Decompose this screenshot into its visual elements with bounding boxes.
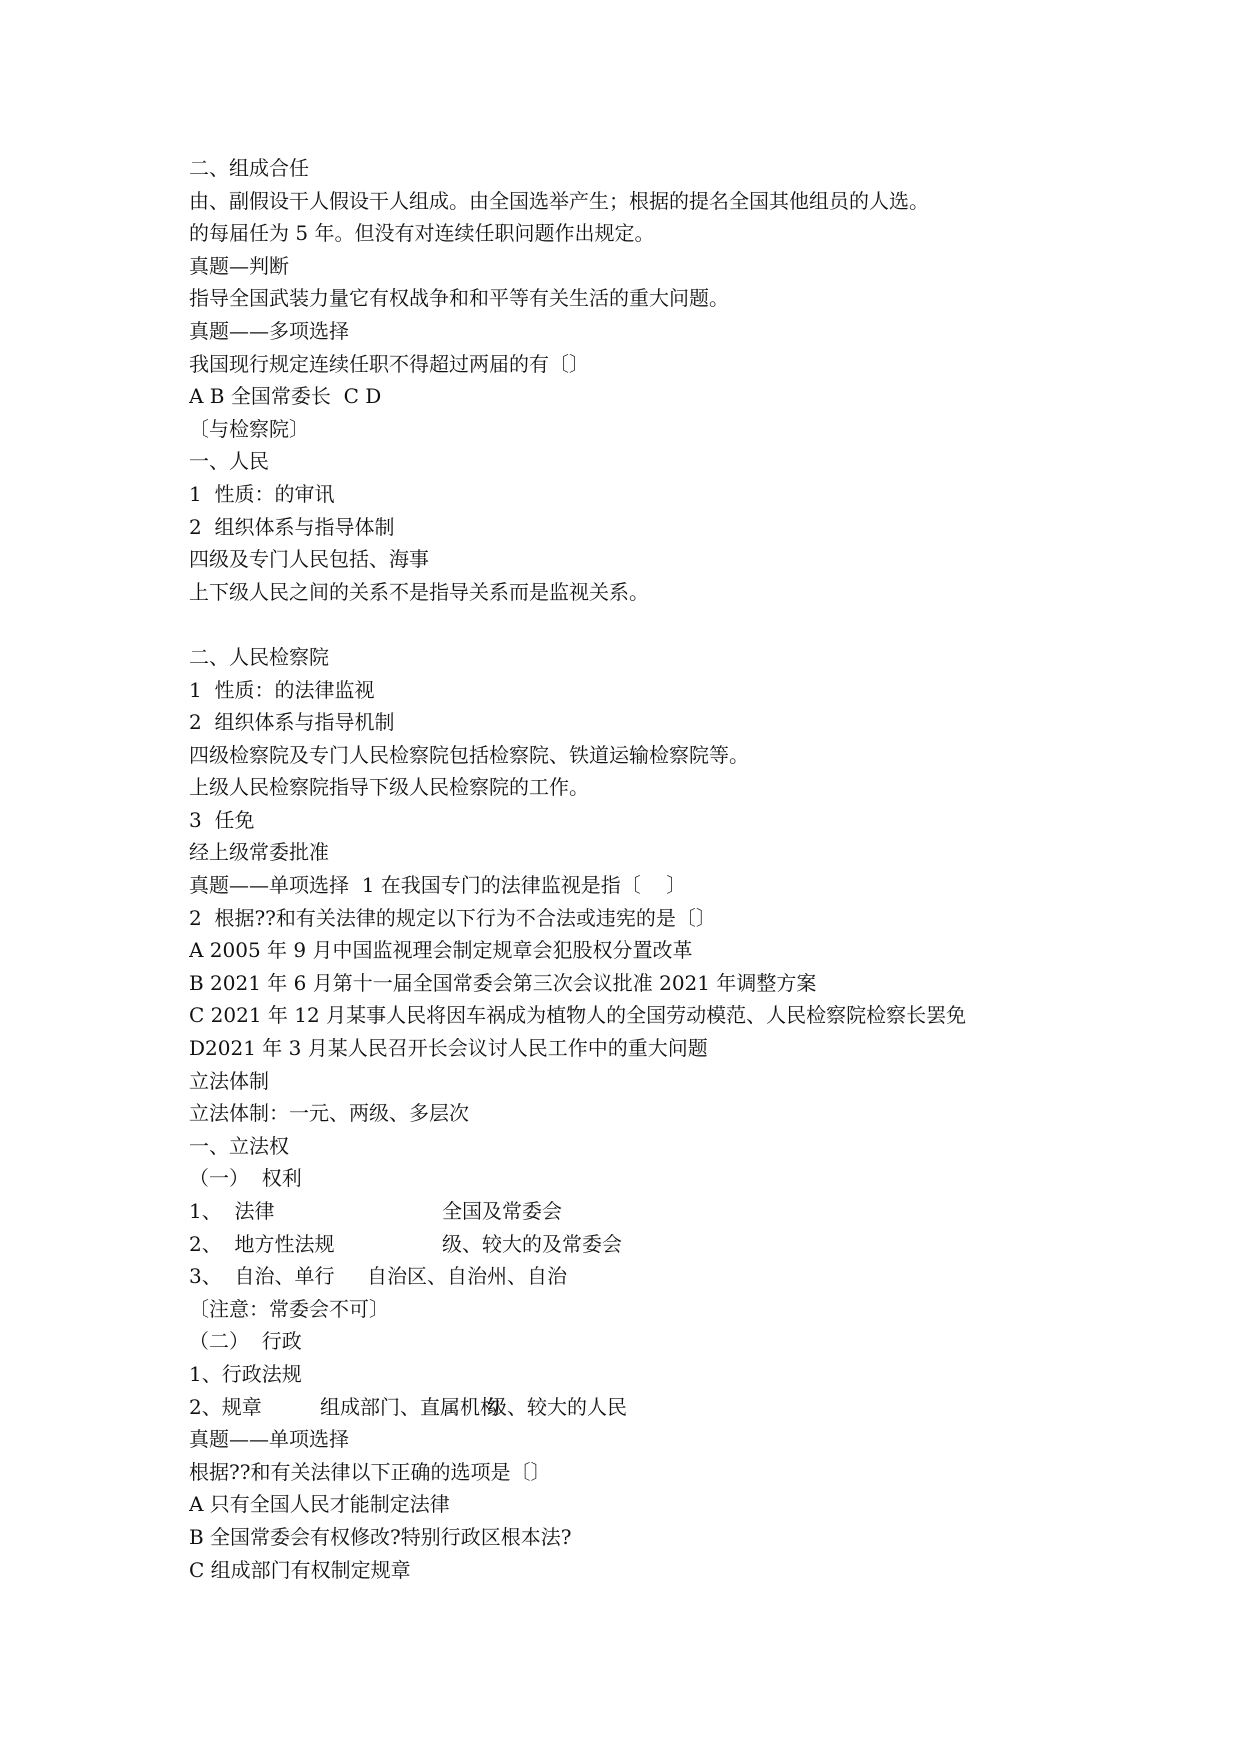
text-line: 四级检察院及专门人民检察院包括检察院、铁道运输检察院等。 <box>189 742 749 767</box>
text-line: 上下级人民之间的关系不是指导关系而是监视关系。 <box>189 579 649 604</box>
table-row <box>189 1391 1089 1424</box>
table-cell: 级、较大的及常委会 <box>442 1231 622 1256</box>
exam-label: 真题—判断 <box>189 253 289 278</box>
option-line: B 全国常委会有权修改?特别行政区根本法? <box>189 1524 572 1549</box>
table-cell: 全国及常委会 <box>442 1199 562 1223</box>
heading-composition: 二、组成合任 <box>189 156 309 180</box>
heading-procuratorate: 二、人民检察院 <box>189 644 329 669</box>
heading-legislative-power: 一、立法权 <box>189 1133 289 1158</box>
option-line: C 组成部门有权制定规章 <box>189 1557 411 1582</box>
options-line: A B 全国常委长 C D <box>189 384 382 409</box>
question-line: 真题——单项选择 1 在我国专门的法律监视是指〔 〕 <box>189 873 687 898</box>
text-line: 上级人民检察院指导下级人民检察院的工作。 <box>189 775 589 800</box>
table-cell: 1、 法律 <box>189 1199 275 1223</box>
option-line: C 2021 年 12 月某事人民将因车祸成为植物人的全国劳动模范、人民检察院检察长罢免 <box>189 1003 967 1028</box>
heading-people: 一、人民 <box>189 449 269 474</box>
text-line: 1 性质：的审讯 <box>189 481 335 506</box>
text-line: 经上级常委批准 <box>189 840 329 865</box>
note-line: 〔注意：常委会不可〕 <box>189 1296 389 1321</box>
document-body <box>189 152 1089 1586</box>
text-line: 1、行政法规 <box>189 1361 302 1386</box>
text-line: 的每届任为 5 年。但没有对连续任职问题作出规定。 <box>189 221 655 246</box>
table-cell: 3、 自治、单行 <box>189 1264 335 1289</box>
table-cell: 级、较大的人民 <box>487 1394 627 1419</box>
blank-line <box>189 608 1089 641</box>
table-cell: 自治区、自治州、自治 <box>367 1264 567 1289</box>
table-row <box>189 1195 1089 1228</box>
text-line: 1 性质：的法律监视 <box>189 677 375 702</box>
question-line: 2 根据??和有关法律的规定以下行为不合法或违宪的是〔〕 <box>189 905 716 930</box>
table-cell: 组成部门、直属机构 <box>320 1394 500 1419</box>
table-row <box>189 1260 1089 1293</box>
text-line: 2 组织体系与指导体制 <box>189 514 395 539</box>
heading-legislation: 立法体制 <box>189 1068 269 1093</box>
option-line: D2021 年 3 月某人民召开长会议讨人民工作中的重大问题 <box>189 1036 708 1061</box>
text-line: 指导全国武装力量它有权战争和和平等有关生活的重大问题。 <box>189 286 729 311</box>
text-line: 2 组织体系与指导机制 <box>189 710 395 735</box>
exam-label: 真题——多项选择 <box>189 318 349 343</box>
section-note: 〔与检察院〕 <box>189 416 309 441</box>
exam-label: 真题——单项选择 <box>189 1427 349 1452</box>
table-row <box>189 1228 1089 1261</box>
subheading-admin: （二） 行政 <box>189 1329 302 1354</box>
option-line: A 2005 年 9 月中国监视理会制定规章会犯股权分置改革 <box>189 938 693 963</box>
text-line: 立法体制：一元、两级、多层次 <box>189 1101 469 1126</box>
question-line: 根据??和有关法律以下正确的选项是〔〕 <box>189 1459 551 1484</box>
text-line: 四级及专门人民包括、海事 <box>189 547 429 572</box>
option-line: B 2021 年 6 月第十一届全国常委会第三次会议批准 2021 年调整方案 <box>189 970 817 995</box>
table-cell: 2、规章 <box>189 1394 262 1419</box>
subheading-rights: （一） 权利 <box>189 1166 302 1191</box>
table-cell: 2、 地方性法规 <box>189 1231 335 1256</box>
question-line: 我国现行规定连续任职不得超过两届的有〔〕 <box>189 351 589 376</box>
text-line: 由、副假设干人假设干人组成。由全国选举产生；根据的提名全国其他组员的人选。 <box>189 188 929 213</box>
text-line: 3 任免 <box>189 807 255 832</box>
option-line: A 只有全国人民才能制定法律 <box>189 1492 450 1517</box>
